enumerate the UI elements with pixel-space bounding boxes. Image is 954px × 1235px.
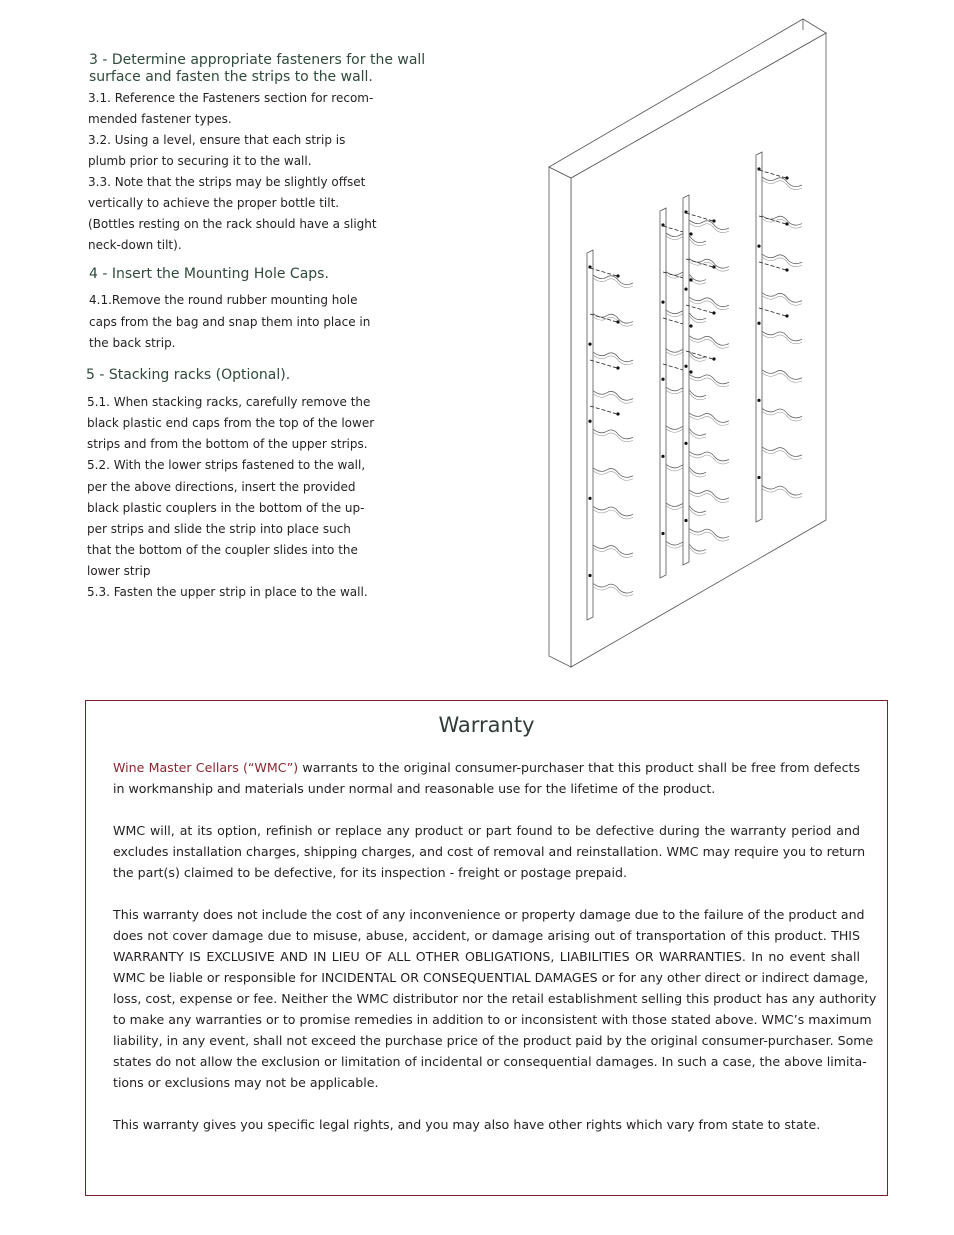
step-3-line: neck-down tilt).	[88, 238, 182, 252]
step-5-line: 5.3. Fasten the upper strip in place to the wall.	[87, 585, 368, 599]
warranty-line: WMC be liable or responsible for INCIDENTAL OR CONSEQUENTIAL DAMAGES or for any other direct or indirect damage,	[113, 970, 869, 985]
step-3-line: plumb prior to securing it to the wall.	[88, 154, 312, 168]
warranty-line: WMC will, at its option, refinish or replace any product or part found to be defective during the warranty period and	[113, 823, 860, 838]
fastener-dot	[712, 219, 715, 222]
fastener-dot	[689, 278, 692, 281]
rack-strip	[587, 250, 593, 620]
step-5-line: per strips and slide the strip into place such	[87, 522, 351, 536]
fastener-dot	[785, 176, 788, 179]
warranty-box	[85, 700, 888, 1196]
mounting-hole	[588, 574, 591, 577]
fastener-dot	[616, 320, 619, 323]
mounting-hole	[757, 322, 760, 325]
fastener-dot	[689, 324, 692, 327]
rack-strip	[756, 152, 762, 522]
fastener-dot	[712, 265, 715, 268]
mounting-hole	[661, 378, 664, 381]
warranty-line: liability, in any event, shall not exceed the purchase price of the product paid by the original consumer-purchaser. Some	[113, 1033, 874, 1048]
step-5-line: black plastic end caps from the top of the lower	[87, 416, 375, 430]
step-5-heading	[86, 367, 290, 384]
warranty-line: WARRANTY IS EXCLUSIVE AND IN LIEU OF ALL OTHER OBLIGATIONS, LIABILITIES OR WARRANTIES. In no event shall	[113, 949, 860, 964]
step-3-heading-line-1: 3 - Determine appropriate fasteners for the wall	[89, 52, 426, 68]
rack-strip	[683, 195, 689, 565]
fastener-dot	[785, 314, 788, 317]
step-5-line: black plastic couplers in the bottom of the up-	[87, 501, 365, 515]
warranty-line: This warranty gives you specific legal rights, and you may also have other rights which vary from state to state.	[113, 1117, 821, 1132]
mounting-hole	[684, 288, 687, 291]
warranty-line: to make any warranties or to promise remedies in addition to or inconsistent with those stated above. WMC’s maximum	[113, 1012, 872, 1027]
mounting-hole	[757, 245, 760, 248]
mounting-hole	[684, 442, 687, 445]
step-3-line: vertically to achieve the proper bottle tilt.	[88, 196, 340, 210]
step-5-line: 5.2. With the lower strips fastened to the wall,	[87, 458, 366, 472]
step-5-line: per the above directions, insert the provided	[87, 480, 356, 494]
warranty-title: Warranty	[438, 713, 535, 737]
mounting-hole	[588, 420, 591, 423]
mounting-hole	[684, 519, 687, 522]
step-5-heading-line-1: 5 - Stacking racks (Optional).	[86, 367, 291, 383]
fastener-dot	[616, 366, 619, 369]
step-5-line: 5.1. When stacking racks, carefully remove the	[87, 395, 371, 409]
fastener-dot	[616, 274, 619, 277]
step-3-line: mended fastener types.	[88, 112, 232, 126]
step-4-heading-line-1: 4 - Insert the Mounting Hole Caps.	[89, 266, 329, 282]
warranty-line: This warranty does not include the cost of any inconvenience or property damage due to the failure of the product and	[113, 907, 865, 922]
warranty-line: tions or exclusions may not be applicable.	[113, 1075, 379, 1090]
wine-rack-wall-illustration	[540, 15, 840, 675]
warranty-line: in workmanship and materials under normal and reasonable use for the lifetime of the product.	[113, 781, 716, 796]
warranty-line: does not cover damage due to misuse, abuse, accident, or damage arising out of transportation of this product. THIS	[113, 928, 860, 943]
mounting-hole	[661, 455, 664, 458]
step-3-line: 3.1. Reference the Fasteners section for recom-	[88, 91, 374, 105]
fastener-dot	[785, 268, 788, 271]
warranty-line: loss, cost, expense or fee. Neither the WMC distributor nor the retail establishment selling this product has any authority	[113, 991, 877, 1006]
step-4-line: caps from the bag and snap them into place in	[89, 315, 371, 329]
mounting-hole	[757, 476, 760, 479]
step-4-line: the back strip.	[89, 336, 176, 350]
fastener-dot	[689, 370, 692, 373]
mounting-hole	[588, 343, 591, 346]
step-3-line: (Bottles resting on the rack should have a slight	[88, 217, 377, 231]
fastener-dot	[712, 311, 715, 314]
step-5-line: strips and from the bottom of the upper strips.	[87, 437, 368, 451]
mounting-hole	[757, 399, 760, 402]
warranty-line	[113, 757, 860, 778]
mounting-hole	[661, 532, 664, 535]
mounting-hole	[588, 497, 591, 500]
step-3-heading-line-2: surface and fasten the strips to the wall.	[89, 69, 373, 85]
warranty-line: states do not allow the exclusion or limitation of incidental or consequential damages. In such a case, the above limita-	[113, 1054, 867, 1069]
warranty-line: excludes installation charges, shipping charges, and cost of removal and reinstallation. WMC may require you to return	[113, 844, 866, 859]
step-4-heading	[89, 266, 329, 283]
brand-name: Wine Master Cellars (“WMC”)	[113, 760, 299, 775]
rack-strip	[660, 208, 666, 578]
fastener-dot	[689, 232, 692, 235]
step-4-line: 4.1.Remove the round rubber mounting hole	[89, 293, 358, 307]
warranty-line-text: warrants to the original consumer-purchaser that this product shall be free from defects	[298, 760, 861, 775]
step-3-line: 3.3. Note that the strips may be slightly offset	[88, 175, 366, 189]
warranty-line: the part(s) claimed to be defective, for its inspection - freight or postage prepaid.	[113, 865, 628, 880]
fastener-dot	[712, 357, 715, 360]
mounting-hole	[684, 365, 687, 368]
step-5-line: lower strip	[87, 564, 151, 578]
fastener-dot	[616, 412, 619, 415]
step-5-line: that the bottom of the coupler slides into the	[87, 543, 358, 557]
mounting-hole	[661, 301, 664, 304]
step-3-heading	[89, 52, 425, 86]
fastener-dot	[785, 222, 788, 225]
step-3-line: 3.2. Using a level, ensure that each strip is	[88, 133, 346, 147]
